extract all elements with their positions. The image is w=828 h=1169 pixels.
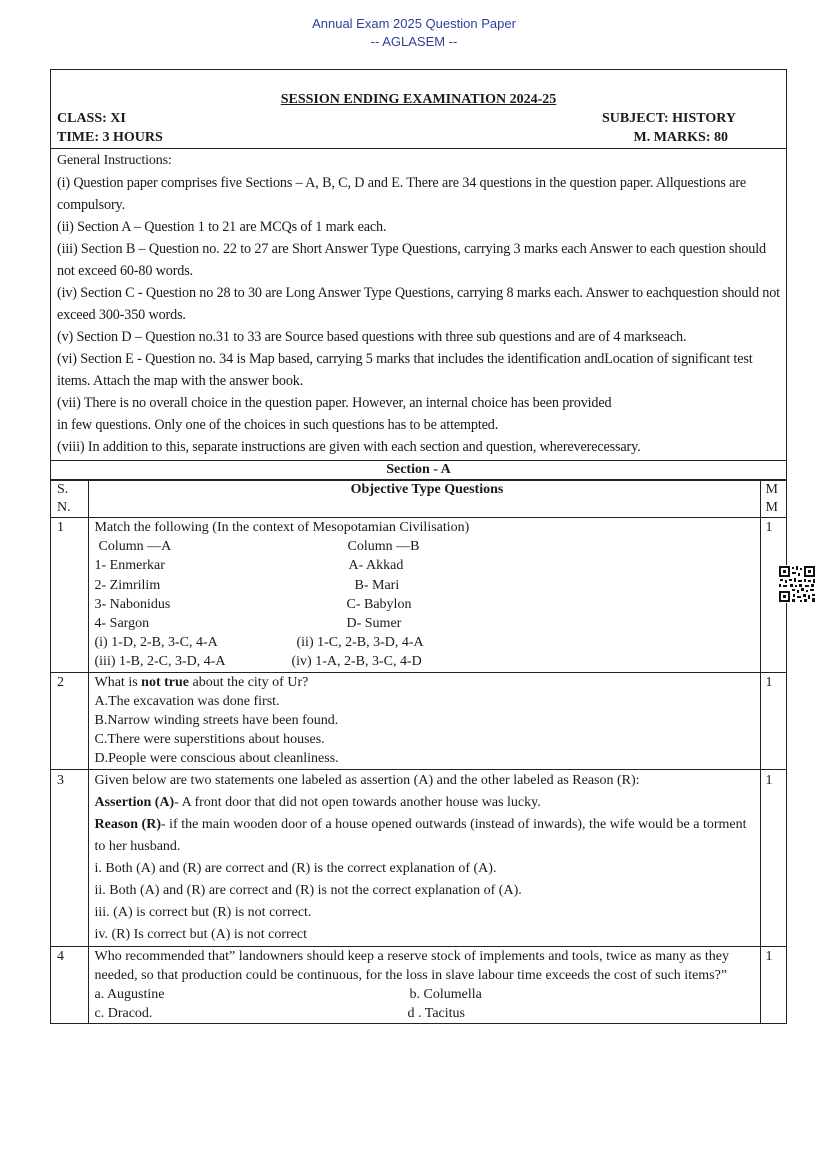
column-b-header: Column —B xyxy=(347,539,420,555)
question-stem: Given below are two statements one labeled as assertion (A) and the other labeled as Reason (R): xyxy=(94,772,640,788)
answer-option: c. Dracod. xyxy=(94,1006,153,1022)
exam-header xyxy=(51,70,786,149)
question-body xyxy=(88,672,760,769)
column-a-item: 3- Nabonidus xyxy=(94,596,171,612)
question-paper xyxy=(50,69,787,1024)
column-b-item: B- Mari xyxy=(354,577,400,593)
marks-header-line: M xyxy=(765,482,778,497)
answer-option: A.The excavation was done first. xyxy=(94,693,280,709)
question-body xyxy=(88,769,760,946)
instruction-item: (v) Section D – Question no.31 to 33 are Source based questions with three sub questions and are of 4 markseach. xyxy=(57,329,687,345)
question-body xyxy=(88,518,760,673)
question-row xyxy=(51,769,786,946)
question-number: 4 xyxy=(51,946,88,1023)
instruction-item: (vii) There is no overall choice in the question paper. However, an internal choice has been provided xyxy=(57,395,612,411)
instruction-item: (iv) Section C - Question no 28 to 30 are Long Answer Type Questions, carrying 8 marks each. Answer to eachquestion should not exceed 300-350 words. xyxy=(57,285,780,323)
reason-text: - if the main wooden door of a house opened outwards (instead of inwards), the wife would be a torment to her husband. xyxy=(94,816,747,854)
sn-column-header xyxy=(51,481,88,518)
answer-option: (ii) 1-C, 2-B, 3-D, 4-A xyxy=(296,635,424,651)
section-a-heading: Section - A xyxy=(51,461,786,480)
question-marks: 1 xyxy=(760,946,786,1023)
column-b-item: A- Akkad xyxy=(348,558,404,574)
answer-options-row xyxy=(95,633,760,652)
assertion-text: - A front door that did not open towards another house was lucky. xyxy=(174,794,541,810)
instruction-item: (ii) Section A – Question 1 to 21 are MCQs of 1 mark each. xyxy=(57,219,387,235)
column-a-item: 1- Enmerkar xyxy=(94,558,165,574)
column-b-item: C- Babylon xyxy=(346,596,412,612)
time-label: TIME: 3 HOURS xyxy=(57,130,163,145)
qr-code-icon xyxy=(778,565,816,603)
answer-option: B.Narrow winding streets have been found. xyxy=(94,712,339,728)
question-body xyxy=(88,946,760,1023)
marks-header-line: M xyxy=(765,500,778,515)
match-pair xyxy=(95,556,760,575)
answer-options-row xyxy=(95,985,760,1004)
answer-option: C.There were superstitions about houses. xyxy=(94,732,325,748)
answer-options-row xyxy=(95,1004,760,1023)
sn-header-line: N. xyxy=(57,500,71,515)
answer-option: ii. Both (A) and (R) are correct and (R) is not the correct explanation of (A). xyxy=(94,882,522,898)
answer-option: iv. (R) Is correct but (A) is not correct xyxy=(94,926,308,942)
question-row xyxy=(51,518,786,673)
answer-option: b. Columella xyxy=(409,986,482,1002)
subject-label: SUBJECT: HISTORY xyxy=(602,111,736,126)
watermark-source: -- AGLASEM -- xyxy=(370,34,458,49)
column-a-item: 2- Zimrilim xyxy=(94,577,161,593)
instructions-title: General Instructions: xyxy=(57,153,172,168)
stem-emphasis: not true xyxy=(141,674,189,690)
assertion-label: Assertion (A) xyxy=(94,794,175,810)
answer-option: iii. (A) is correct but (R) is not correct. xyxy=(94,904,312,920)
instruction-item: in few questions. Only one of the choices in such questions has to be attempted. xyxy=(57,417,499,433)
question-marks: 1 xyxy=(760,672,786,769)
question-number: 1 xyxy=(51,518,88,673)
answer-options-row xyxy=(95,652,760,671)
instruction-item: (i) Question paper comprises five Sections – A, B, C, D and E. There are 34 questions in the question paper. Allquestions are compulsory. xyxy=(57,175,747,213)
match-pair xyxy=(95,595,760,614)
table-header-row xyxy=(51,481,786,518)
reason-label: Reason (R) xyxy=(94,816,161,832)
instruction-item: (viii) In addition to this, separate instructions are given with each section and question, whereverecessary. xyxy=(57,439,641,455)
answer-option: (iii) 1-B, 2-C, 3-D, 4-A xyxy=(94,654,226,670)
stem-text: about the city of Ur? xyxy=(188,674,309,690)
instruction-item: (vi) Section E - Question no. 34 is Map based, carrying 5 marks that includes the identification andLocation of significant test items. Attach the map with the answer book. xyxy=(57,351,753,389)
instruction-item: (iii) Section B – Question no. 22 to 27 are Short Answer Type Questions, carrying 3 marks each Answer to each question should not exceed 60-80 words. xyxy=(57,241,766,279)
max-marks-label: M. MARKS: 80 xyxy=(633,130,728,145)
question-marks: 1 xyxy=(760,518,786,673)
column-b-item: D- Sumer xyxy=(346,615,402,631)
watermark-title: Annual Exam 2025 Question Paper xyxy=(312,16,516,31)
class-label: CLASS: XI xyxy=(57,111,126,126)
question-number: 3 xyxy=(51,769,88,946)
stem-text: What is xyxy=(94,674,142,690)
answer-option: d . Tacitus xyxy=(407,1006,465,1022)
assertion-statement xyxy=(95,792,760,814)
match-pair xyxy=(95,614,760,633)
questions-table xyxy=(51,480,786,1023)
answer-option: (i) 1-D, 2-B, 3-C, 4-A xyxy=(94,635,218,651)
session-title: SESSION ENDING EXAMINATION 2024-25 xyxy=(280,92,557,107)
question-marks: 1 xyxy=(760,769,786,946)
answer-option: a. Augustine xyxy=(94,986,165,1002)
column-a-item: 4- Sargon xyxy=(94,615,150,631)
answer-option: (iv) 1-A, 2-B, 3-C, 4-D xyxy=(291,654,422,670)
match-pair xyxy=(95,576,760,595)
reason-statement xyxy=(95,814,760,858)
answer-option: i. Both (A) and (R) are correct and (R) is the correct explanation of (A). xyxy=(94,860,497,876)
sn-header-line: S. xyxy=(57,482,69,497)
question-row xyxy=(51,672,786,769)
column-a-header: Column —A xyxy=(98,539,172,555)
question-column-header: Objective Type Questions xyxy=(88,481,760,518)
question-stem: Who recommended that” landowners should keep a reserve stock of implements and tools, twice as many as they needed, so that production could be continuous, for the loss in slave labour time exceeds the cost of such items?” xyxy=(94,948,729,983)
question-stem xyxy=(95,673,760,692)
general-instructions xyxy=(51,149,786,461)
answer-option: D.People were conscious about cleanliness. xyxy=(94,751,339,767)
marks-column-header xyxy=(760,481,786,518)
match-column-headers xyxy=(95,537,760,556)
question-number: 2 xyxy=(51,672,88,769)
question-stem: Match the following (In the context of Mesopotamian Civilisation) xyxy=(94,520,470,535)
question-row xyxy=(51,946,786,1023)
